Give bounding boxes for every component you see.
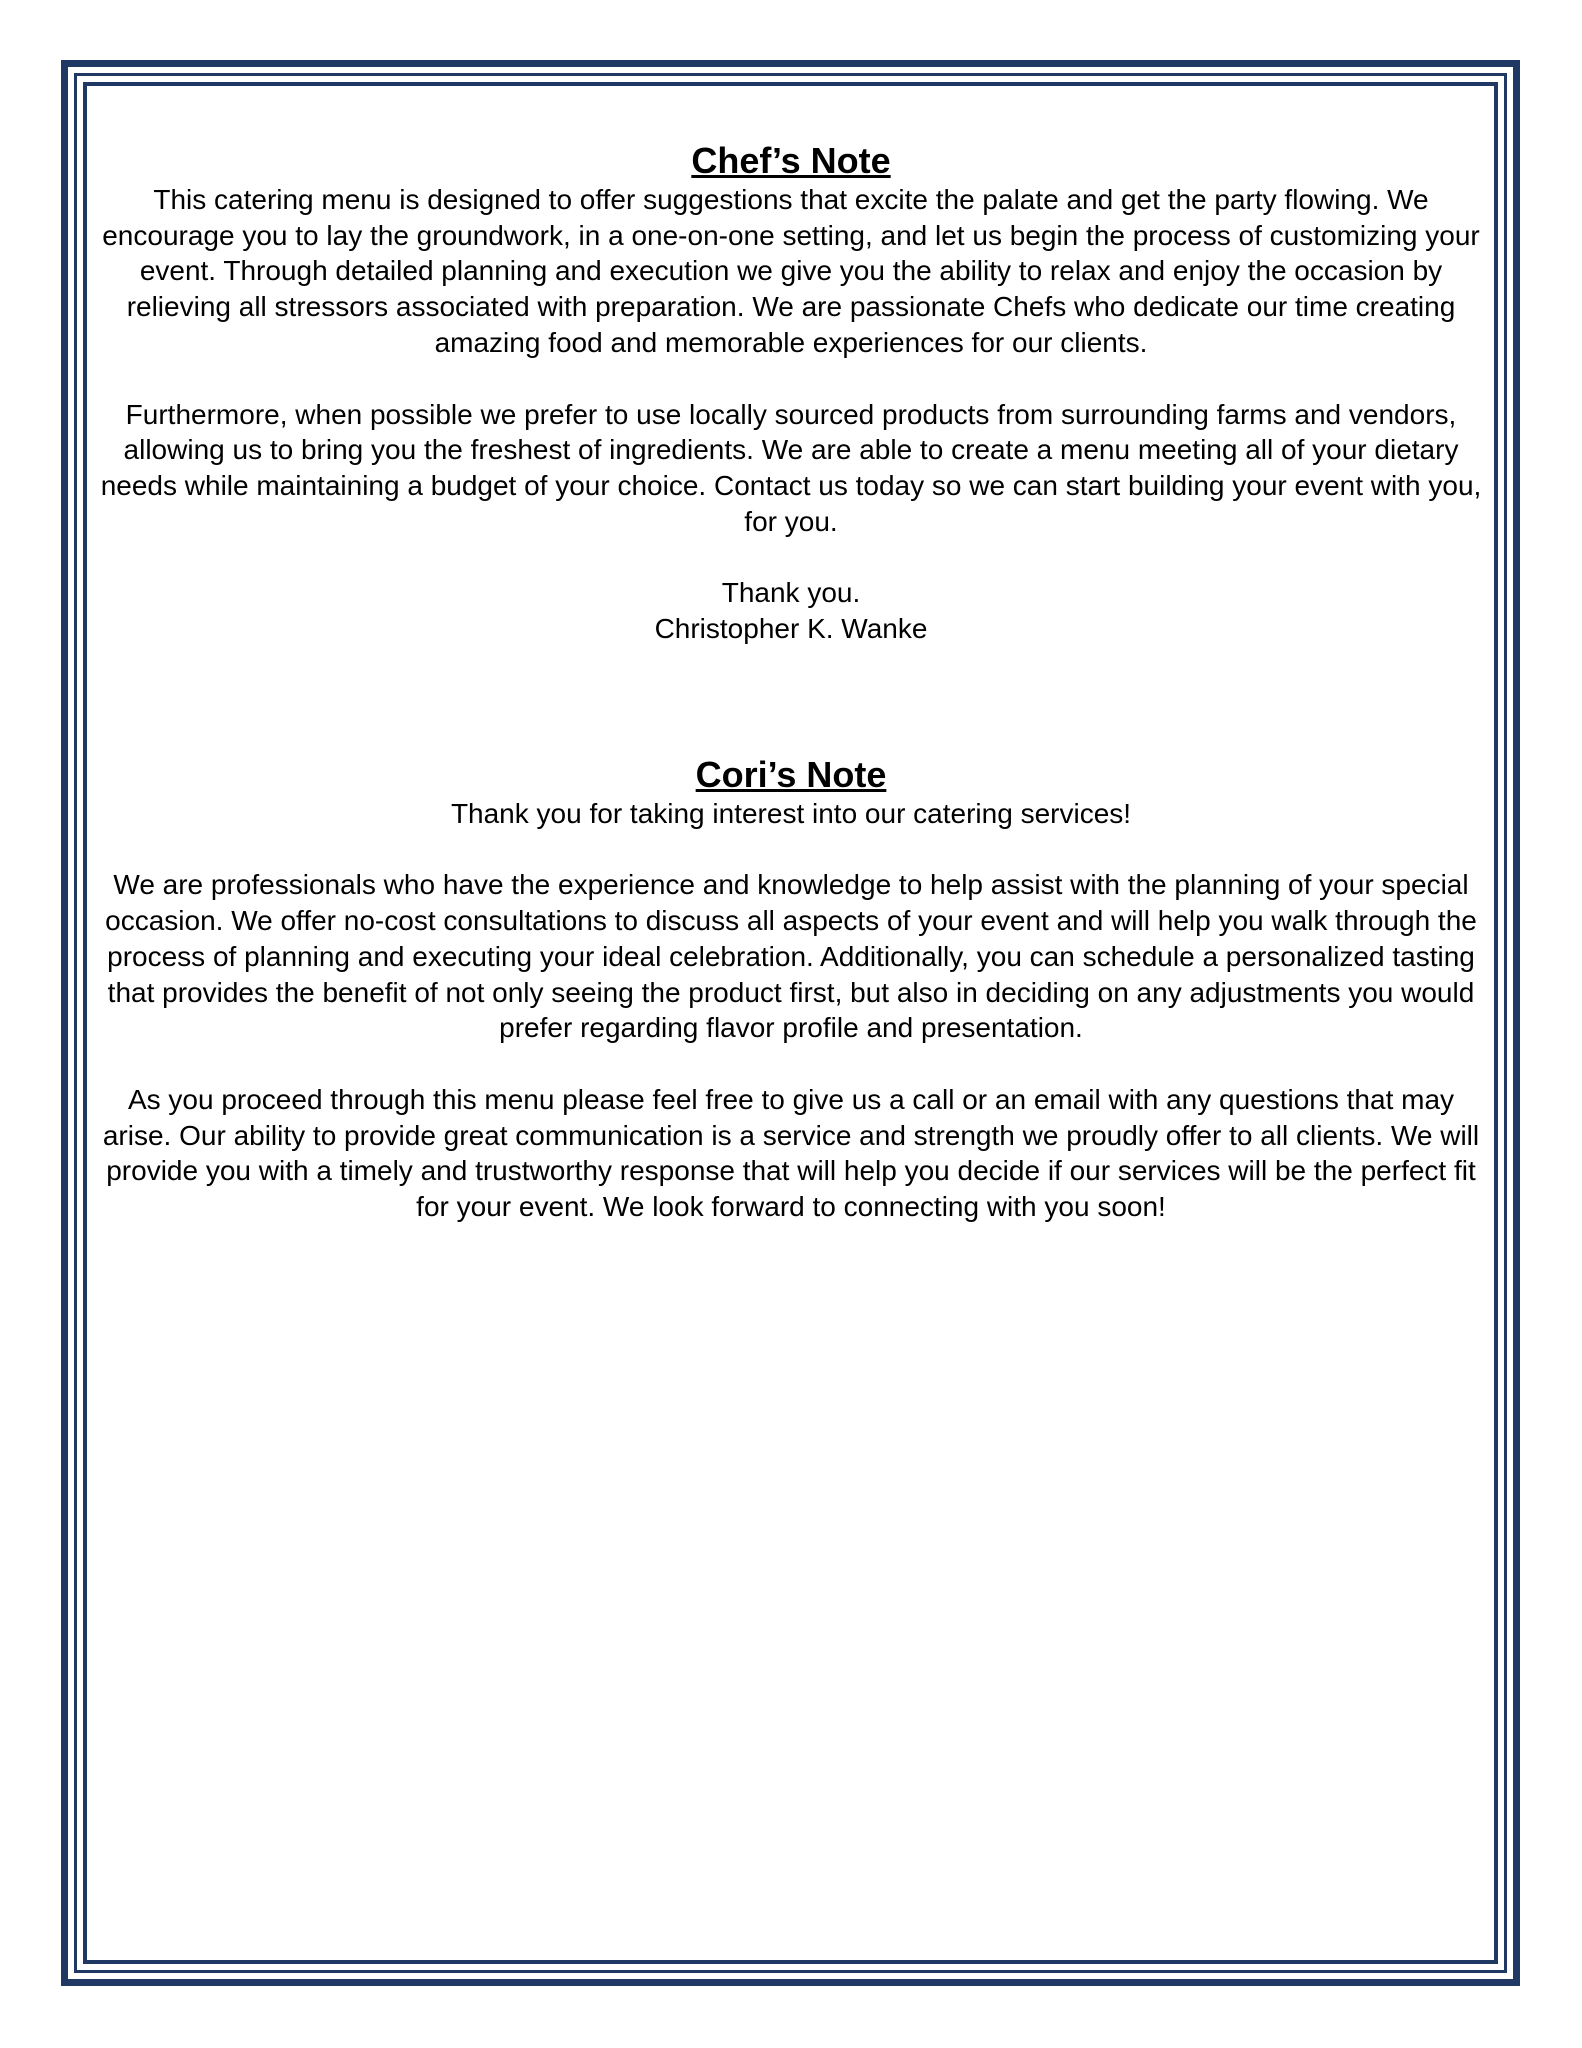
chefs-note-signoff	[96, 575, 1486, 646]
chefs-note-section	[96, 140, 1486, 647]
chefs-note-paragraph-2: Furthermore, when possible we prefer to use locally sourced products from surrounding farms and vendors, allowing us to bring you the freshest of ingredients. We are able to create a menu meeting all of your dietary needs while maintaining a budget of your choice. Contact us today so we can start building your event with you, for you.	[100, 398, 1482, 537]
coris-note-paragraph-2: We are professionals who have the experience and knowledge to help assist with the planning of your special occasion. We offer no-cost consultations to discuss all aspects of your event and will help you walk through the process of planning and executing your ideal celebration. Additionally, you can schedule a personalized tasting that provides the benefit of not only seeing the product first, but also in deciding on any adjustments you would prefer regarding flavor profile and presentation.	[105, 869, 1477, 1044]
chefs-note-paragraph-1: This catering menu is designed to offer suggestions that excite the palate and get the party flowing. We encourage you to lay the groundwork, in a one-on-one setting, and let us begin the process of customizing your event. Through detailed planning and execution we give you the ability to relax and enjoy the occasion by relieving all stressors associated with preparation. We are passionate Chefs who dedicate our time creating amazing food and memorable experiences for our clients.	[102, 184, 1480, 358]
chefs-note-signature: Christopher K. Wanke	[654, 613, 928, 645]
coris-note-title: Cori’s Note	[695, 753, 887, 795]
chefs-note-closing: Thank you.	[721, 577, 861, 609]
document-content	[96, 140, 1486, 1225]
coris-note-section	[96, 754, 1486, 1225]
chefs-note-title: Chef’s Note	[691, 140, 891, 181]
coris-note-intro: Thank you for taking interest into our catering services!	[450, 797, 1132, 829]
coris-note-paragraph-3: As you proceed through this menu please feel free to give us a call or an email with any questions that may arise. Our ability to provide great communication is a service and strength we proudly offer to all clients. We will provide you with a timely and trustworthy response that will help you decide if our services will be the perfect fit for your event. We look forward to connecting with you soon!	[102, 1083, 1480, 1223]
